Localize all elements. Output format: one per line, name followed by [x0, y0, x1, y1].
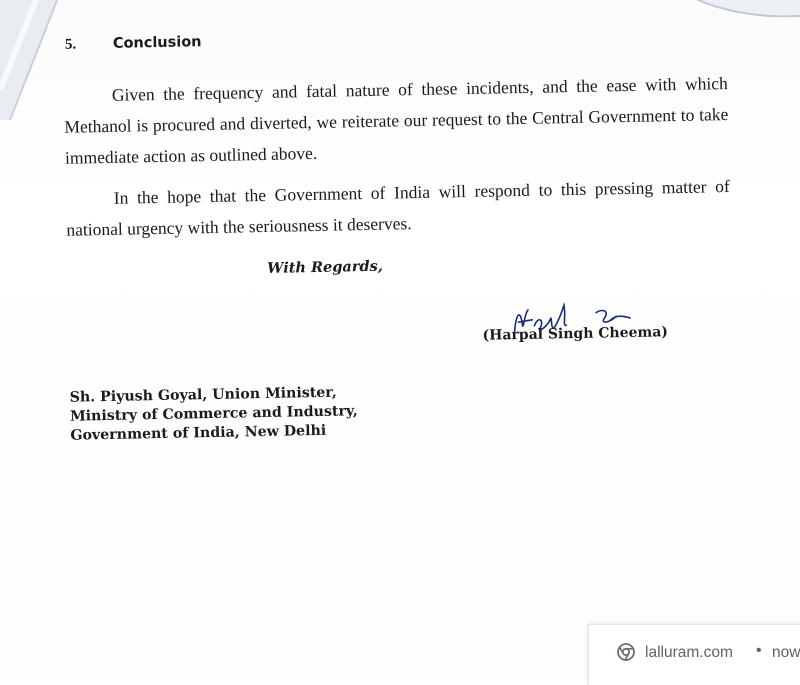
- closing-salutation: With Regards,: [267, 257, 383, 277]
- source-site-name[interactable]: lalluram.com: [645, 644, 733, 661]
- addressee-block: [69, 383, 358, 446]
- addressee-line-3: Government of India, New Delhi: [70, 422, 327, 444]
- paragraph-2: In the hope that the Government of India will respond to this pressing matter of national urgency with the seriousness it deserves.: [66, 176, 730, 240]
- signatory-name: (Harpal Singh Cheema): [482, 324, 669, 344]
- section-number: 5.: [64, 36, 77, 53]
- addressee-line-1: Sh. Piyush Goyal, Union Minister,: [69, 384, 337, 406]
- chrome-icon: [617, 643, 635, 661]
- source-attribution[interactable]: [588, 624, 800, 685]
- paragraph-1: Given the frequency and fatal nature of these incidents, and the ease with which Methanol is procured and diverted, we reiterate our request to the Central Government to take immediate action as outlined above.: [64, 73, 729, 168]
- source-separator: •: [756, 642, 762, 659]
- source-timestamp: now: [772, 644, 800, 661]
- section-title: Conclusion: [112, 34, 202, 52]
- addressee-line-2: Ministry of Commerce and Industry,: [69, 403, 358, 425]
